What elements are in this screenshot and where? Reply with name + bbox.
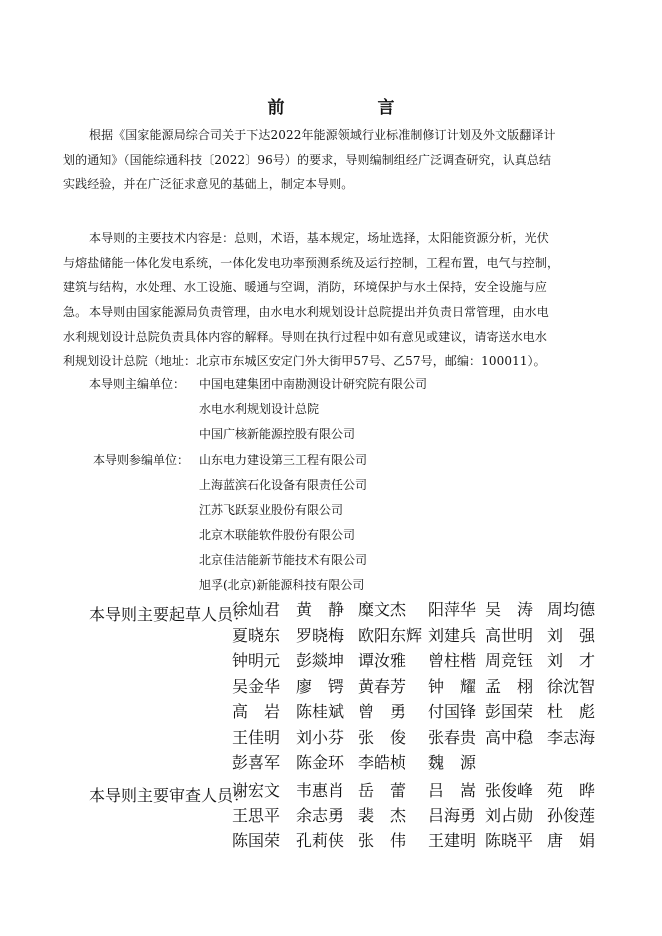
person-name: 吕海勇 (428, 806, 477, 825)
drafters-label: 本导则主要起草人员： (89, 605, 250, 624)
person-name: 彭国荣 (485, 702, 534, 721)
paragraph-line: 实践经验，并在广泛征求意见的基础上，制定本导则。 (63, 177, 354, 192)
person-name: 张春贵 (428, 727, 477, 747)
person-name: 李志海 (547, 727, 596, 747)
person-name: 吴 涛 (485, 600, 534, 619)
person-name: 付国锋 (428, 702, 477, 721)
reviewers-label: 本导则主要审查人员： (89, 786, 250, 805)
person-name: 徐沈智 (547, 676, 596, 696)
paragraph-line: 划的通知》（国能综通科技〔2022〕96号）的要求，导则编制组经广泛调查研究，认真总结 (63, 152, 552, 167)
person-name: 刘 才 (547, 651, 596, 670)
participating-units-label: 本导则参编单位： (93, 453, 190, 467)
person-name: 魏 源 (428, 753, 477, 772)
unit-name: 上海蓝滨石化设备有限责任公司 (199, 478, 368, 492)
person-name: 苑 晔 (547, 781, 596, 800)
person-name: 黄 静 (296, 600, 345, 619)
person-name: 陈桂斌 (296, 702, 345, 721)
person-name: 杜 彪 (547, 702, 596, 721)
person-name: 钟明元 (232, 651, 281, 670)
preface-paragraph (63, 300, 609, 374)
person-name: 高世明 (485, 625, 534, 645)
person-name: 唐 娟 (547, 831, 596, 850)
person-name: 黄春芳 (358, 676, 407, 696)
person-name: 罗晓梅 (296, 625, 345, 645)
person-name: 欧阳东辉 (358, 625, 423, 645)
person-name: 陈金环 (296, 753, 345, 772)
chief-units-label: 本导则主编单位： (89, 377, 186, 391)
person-name: 刘建兵 (428, 625, 477, 645)
paragraph-line: 利规划设计总院（地址：北京市东城区安定门外大街甲57号、乙57号，邮编：100011）。 (63, 354, 546, 369)
person-name: 刘占勋 (485, 806, 534, 825)
person-name: 廖 锷 (296, 676, 345, 696)
person-name: 高 岩 (232, 702, 281, 721)
person-name: 彭燚坤 (296, 651, 345, 670)
person-name: 孙俊莲 (547, 806, 596, 825)
person-name: 孟 栩 (485, 676, 534, 696)
unit-name: 北京佳洁能新节能技术有限公司 (199, 553, 368, 567)
person-name: 余志勇 (296, 806, 345, 825)
person-name: 糜文杰 (358, 600, 407, 619)
unit-name: 北京木联能软件股份有限公司 (199, 528, 356, 542)
unit-name: 江苏飞跃泵业股份有限公司 (199, 503, 344, 517)
person-name: 吕 嵩 (428, 781, 477, 800)
unit-name: 中国广核新能源控股有限公司 (199, 427, 356, 441)
person-name: 彭喜军 (232, 753, 281, 772)
unit-name: 旭孚(北京)新能源科技有限公司 (199, 578, 365, 592)
paragraph-line: 与熔盐储能一体化发电系统，一体化发电功率预测系统及运行控制，工程布置，电气与控制， (63, 255, 560, 270)
person-name: 李皓桢 (358, 753, 407, 772)
person-name: 王思平 (232, 806, 281, 825)
paragraph-line: 建筑与结构，水处理、水工设施、暖通与空调，消防，环境保护与水土保持，安全设施与应 (63, 280, 548, 295)
person-name: 张俊峰 (485, 781, 534, 800)
person-name: 高中稳 (485, 727, 534, 747)
paragraph-line: 水利规划设计总院负责具体内容的解释。导则在执行过程中如有意见或建议，请寄送水电水 (63, 329, 548, 344)
person-name: 王佳明 (232, 727, 281, 747)
person-name: 孔莉侠 (296, 831, 345, 850)
person-name: 夏晓东 (232, 625, 281, 645)
person-name: 张 俊 (358, 727, 407, 747)
unit-name: 水电水利规划设计总院 (199, 402, 320, 416)
person-name: 张 伟 (358, 831, 407, 850)
person-name: 周竞钰 (485, 651, 534, 670)
person-name: 刘小芬 (296, 727, 345, 747)
page-title: 前 言 (267, 98, 433, 118)
person-name: 周均德 (547, 600, 596, 619)
person-name: 钟 耀 (428, 676, 477, 696)
person-name: 王建明 (428, 831, 477, 850)
person-name: 谢宏文 (232, 781, 281, 800)
person-name: 裴 杰 (358, 806, 407, 825)
person-name: 谭汝雅 (358, 651, 407, 670)
person-name: 陈国荣 (232, 831, 281, 850)
preface-paragraph (63, 123, 609, 197)
person-name: 徐灿君 (232, 600, 281, 619)
person-name: 陈晓平 (485, 831, 534, 850)
unit-name: 中国电建集团中南勘测设计研究院有限公司 (199, 377, 428, 391)
paragraph-line: 急。 (63, 304, 88, 319)
paragraph-line: 本导则由国家能源局负责管理，由水电水利规划设计总院提出并负责日常管理，由水电 (89, 305, 549, 319)
person-name: 曾 勇 (358, 702, 407, 721)
person-name: 岳 蕾 (358, 781, 407, 800)
unit-name: 山东电力建设第三工程有限公司 (199, 453, 368, 467)
person-name: 吴金华 (232, 676, 281, 696)
paragraph-line: 本导则的主要技术内容是：总则，术语，基本规定，场址选择，太阳能资源分析，光伏 (89, 231, 549, 245)
person-name: 阳萍华 (428, 600, 477, 619)
person-name: 刘 强 (547, 625, 596, 645)
paragraph-line: 根据《国家能源局综合司关于下达2022年能源领域行业标准制修订计划及外文版翻译计 (89, 128, 556, 142)
person-name: 韦惠肖 (296, 781, 345, 800)
person-name: 曾柱楷 (428, 651, 477, 670)
